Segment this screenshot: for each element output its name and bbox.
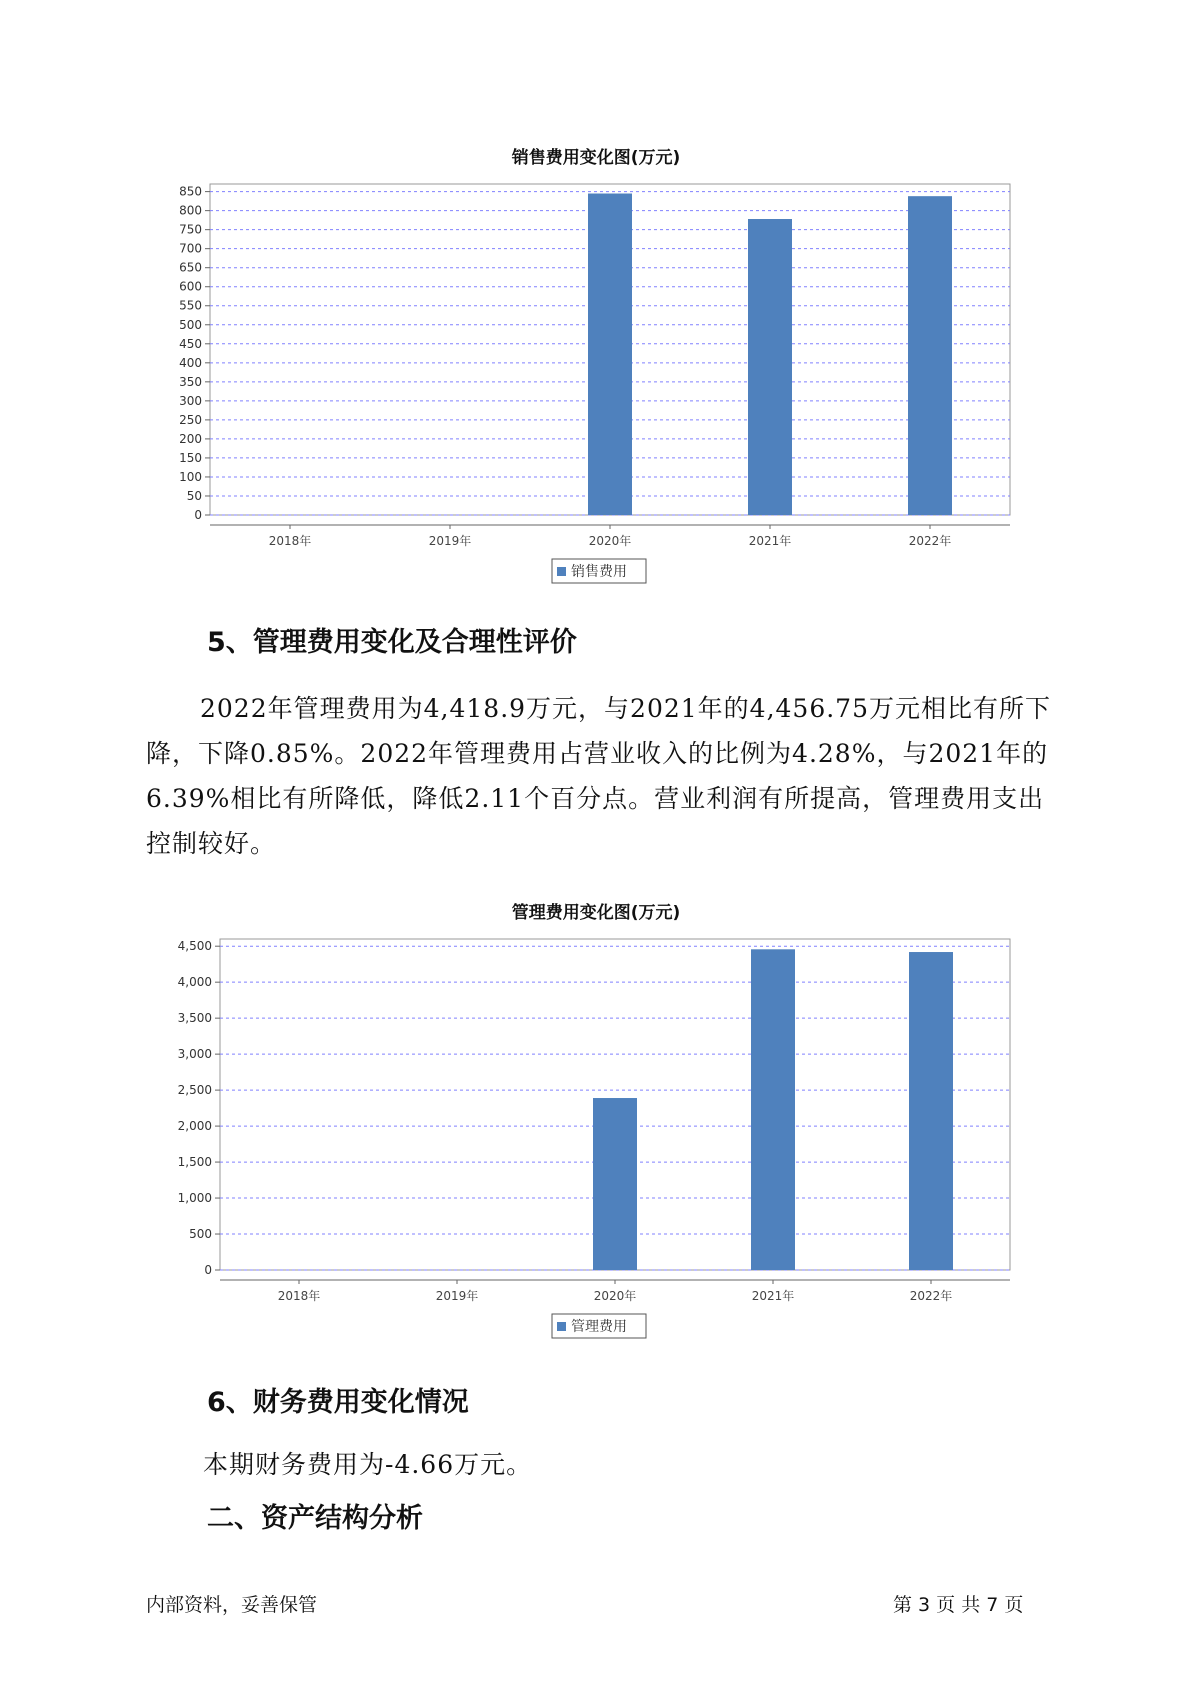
sales-y-tick-label: 250 [179,412,202,427]
admin-y-tick-label: 3,500 [177,1011,212,1026]
sales-y-tick-label: 200 [179,431,202,446]
sales-y-tick-label: 150 [179,450,202,465]
admin-bar-4 [909,952,953,1270]
admin-y-tick-label: 3,000 [177,1047,212,1062]
sales-y-tick-label: 550 [179,298,202,313]
sales-expense-chart [160,170,1020,590]
sales-bar-2 [588,194,632,515]
admin-y-tick-label: 2,500 [177,1083,212,1098]
sales-bar-3 [748,219,792,515]
section-6-heading: 6、财务费用变化情况 [207,1387,469,1418]
admin-y-tick-label: 4,000 [177,975,212,990]
admin-bar-2 [593,1098,637,1270]
footer-page-number: 第 3 页 共 7 页 [893,1594,1024,1616]
sales-y-tick-label: 400 [179,355,202,370]
sales-y-tick-label: 700 [179,241,202,256]
admin-x-tick-label: 2019年 [435,1289,479,1303]
sales-y-tick-label: 650 [179,260,202,275]
section-5-paragraph: 2022年管理费用为4,418.9万元，与2021年的4,456.75万元相比有所下降，下降0.85%。2022年管理费用占营业收入的比例为4.28%，与2021年的6.39%相比有所降低，降低2.11个百分点。营业利润有所提高，管理费用支出控制较好。 [146,694,1051,858]
admin-legend-label: 管理费用 [571,1319,627,1335]
sales-x-tick-label: 2019年 [428,534,472,548]
sales-y-tick-label: 50 [186,488,202,503]
sales-y-tick-label: 300 [179,393,202,408]
sales-y-tick-label: 450 [179,336,202,351]
section-5-heading: 5、管理费用变化及合理性评价 [207,627,577,658]
sales-x-tick-label: 2020年 [588,534,632,548]
admin-x-tick-label: 2020年 [593,1289,637,1303]
sales-x-tick-label: 2021年 [748,534,792,548]
admin-y-tick-label: 0 [204,1263,212,1277]
sales-y-tick-label: 850 [179,184,202,199]
sales-y-tick-label: 600 [179,279,202,294]
admin-y-tick-label: 500 [189,1227,212,1242]
sales-legend-label: 销售费用 [571,564,627,580]
section-6-paragraph: 本期财务费用为-4.66万元。 [203,1450,533,1479]
sales-y-tick-label: 800 [179,203,202,218]
footer-confidential-note: 内部资料，妥善保管 [146,1594,318,1616]
sales-y-tick-label: 100 [179,469,202,484]
admin-x-tick-label: 2021年 [751,1289,795,1303]
sales-x-tick-label: 2022年 [908,534,952,548]
section-two-heading: 二、资产结构分析 [207,1503,423,1534]
admin-chart-title: 管理费用变化图(万元) [511,903,681,923]
admin-y-tick-label: 2,000 [177,1119,212,1134]
admin-y-tick-label: 1,000 [177,1191,212,1206]
admin-y-tick-label: 1,500 [177,1155,212,1170]
sales-legend-swatch [557,567,566,576]
sales-y-tick-label: 350 [179,374,202,389]
admin-x-tick-label: 2018年 [277,1289,321,1303]
sales-y-tick-label: 750 [179,222,202,237]
sales-bar-4 [908,196,952,515]
admin-x-tick-label: 2022年 [909,1289,953,1303]
sales-y-tick-label: 0 [194,508,202,522]
admin-legend-swatch [557,1322,566,1331]
sales-chart-title: 销售费用变化图(万元) [511,148,681,168]
admin-bar-3 [751,949,795,1270]
sales-y-tick-label: 500 [179,317,202,332]
admin-y-tick-label: 4,500 [177,939,212,954]
admin-expense-chart [160,925,1020,1345]
sales-x-tick-label: 2018年 [268,534,312,548]
